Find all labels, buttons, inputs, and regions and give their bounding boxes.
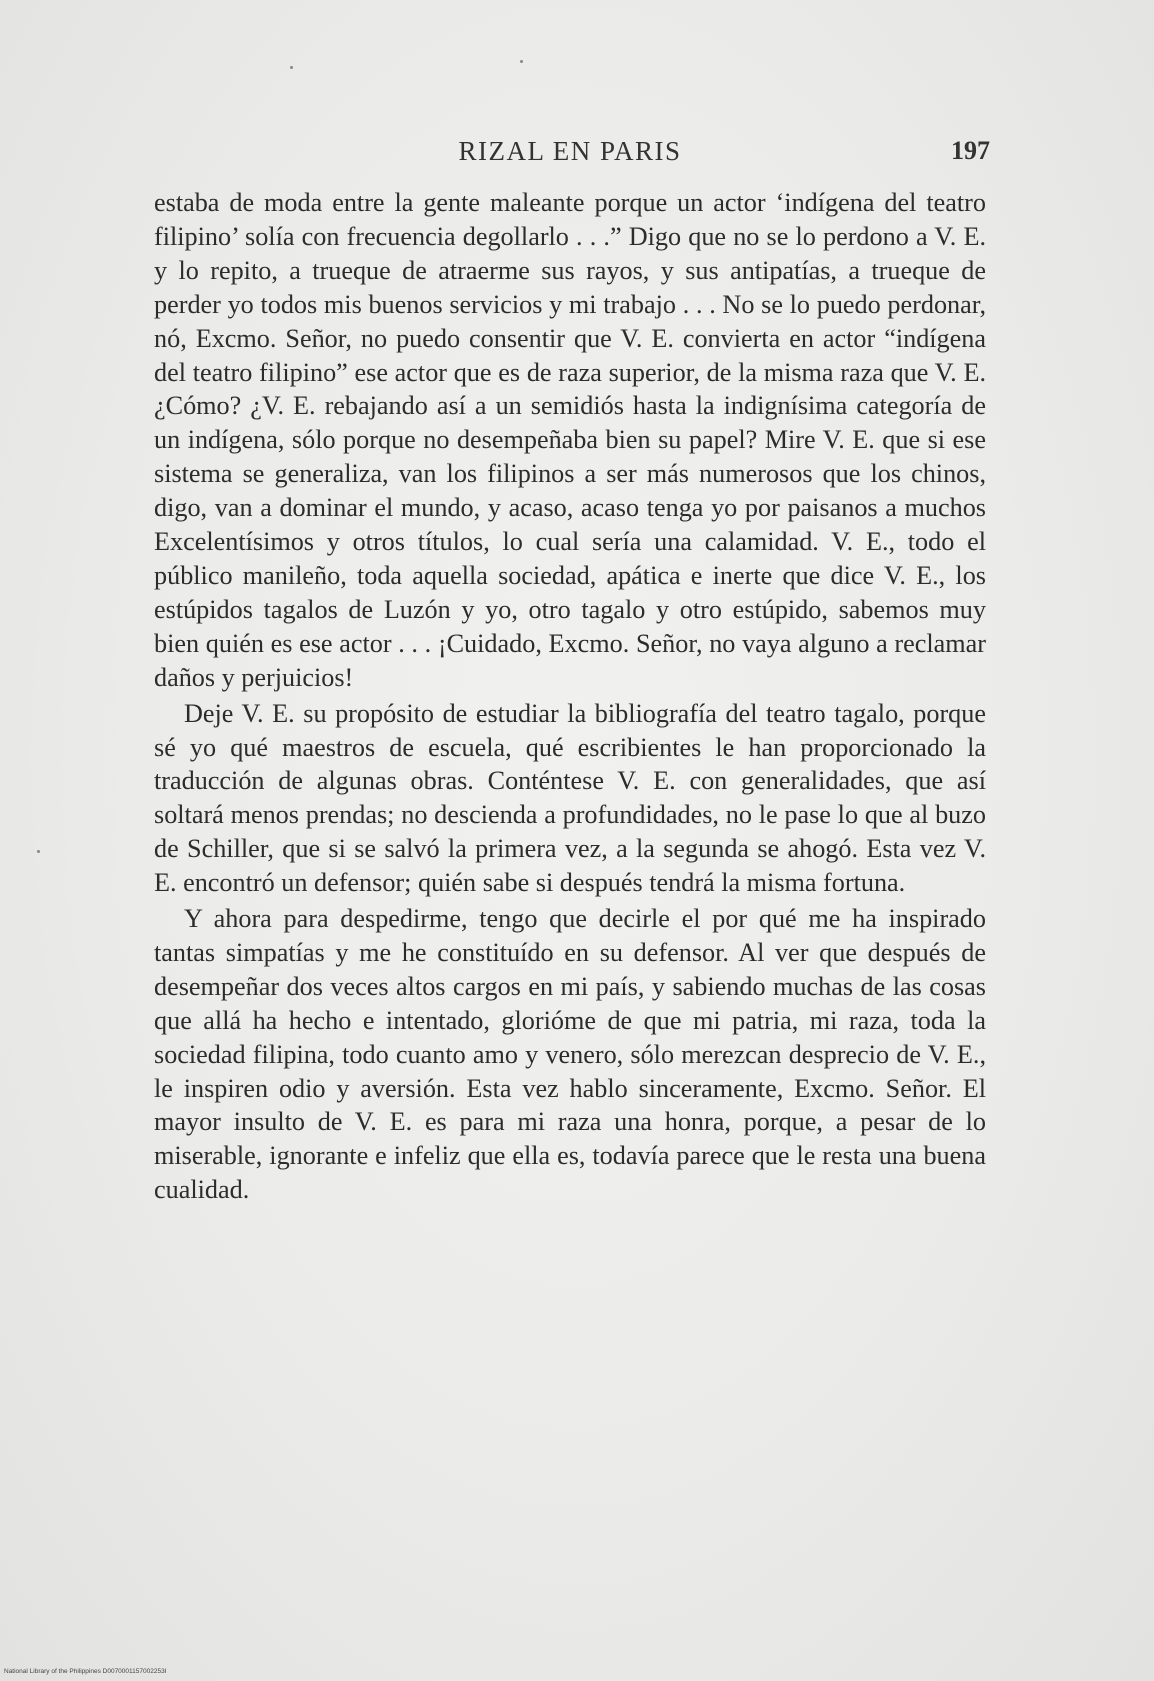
scan-speck [37, 850, 40, 853]
page-number: 197 [951, 136, 990, 165]
library-stamp: National Library of the Philippines D0070001157002253I [4, 1668, 167, 1675]
paragraph: Y ahora para despedirme, tengo que decirle el por qué me ha inspirado tantas simpatías y me he constituído en su defensor. Al ver que después de desempeñar dos veces altos cargos en mi país, y sabiendo muchas de las cosas que allá ha hecho e intentado, glorióme de que mi patria, mi raza, toda la sociedad filipina, todo cuanto amo y venero, sólo merezcan desprecio de V. E., le inspiren odio y aversión. Esta vez hablo sinceramente, Excmo. Señor. El mayor insulto de V. E. es para mi raza una honra, porque, a pesar de lo miserable, ignorante e infeliz que ella es, todavía parece que le resta una buena cualidad. [154, 904, 986, 1205]
running-head [150, 136, 990, 170]
scan-speck [290, 66, 293, 69]
paragraph: Deje V. E. su propósito de estudiar la bibliografía del teatro tagalo, porque sé yo qué maestros de escuela, qué escribientes le han proporcionado la traducción de algunas obras. Conténtese V. E. con generalidades, que así soltará menos prendas; no descienda a profundidades, no le pase lo que al buzo de Schiller, que si se salvó la primera vez, a la segunda se ahogó. Esta vez V. E. encontró un defensor; quién sabe si después tendrá la misma fortuna. [154, 698, 986, 898]
body-text [154, 186, 986, 1207]
running-title: RIZAL EN PARIS [458, 136, 682, 166]
paragraph: estaba de moda entre la gente maleante porque un actor ‘indígena del teatro filipino’ solía con frecuencia degollarlo . . .” Digo que no se lo perdono a V. E. y lo repito, a trueque de atraerme sus rayos, y sus antipatías, a trueque de perder yo todos mis buenos servicios y mi trabajo . . . No se lo puedo perdonar, nó, Excmo. Señor, no puedo consentir que V. E. convierta en actor “indígena del teatro filipino” ese actor que es de raza superior, de la misma raza que V. E. ¿Cómo? ¿V. E. rebajando así a un semidiós hasta la indignísima categoría de un indígena, sólo porque no desempeñaba bien su papel? Mire V. E. que si ese sistema se generaliza, van los filipinos a ser más numerosos que los chinos, digo, van a dominar el mundo, y acaso, acaso tenga yo por paisanos a muchos Excelentísimos y otros títulos, lo cual sería una calamidad. V. E., todo el público manileño, toda aquella sociedad, apática e inerte que dice V. E., los estúpidos tagalos de Luzón y yo, otro tagalo y otro estúpido, sabemos muy bien quién es ese actor . . . ¡Cuidado, Excmo. Señor, no vaya alguno a reclamar daños y perjuicios! [154, 188, 986, 692]
scan-speck [520, 60, 523, 63]
